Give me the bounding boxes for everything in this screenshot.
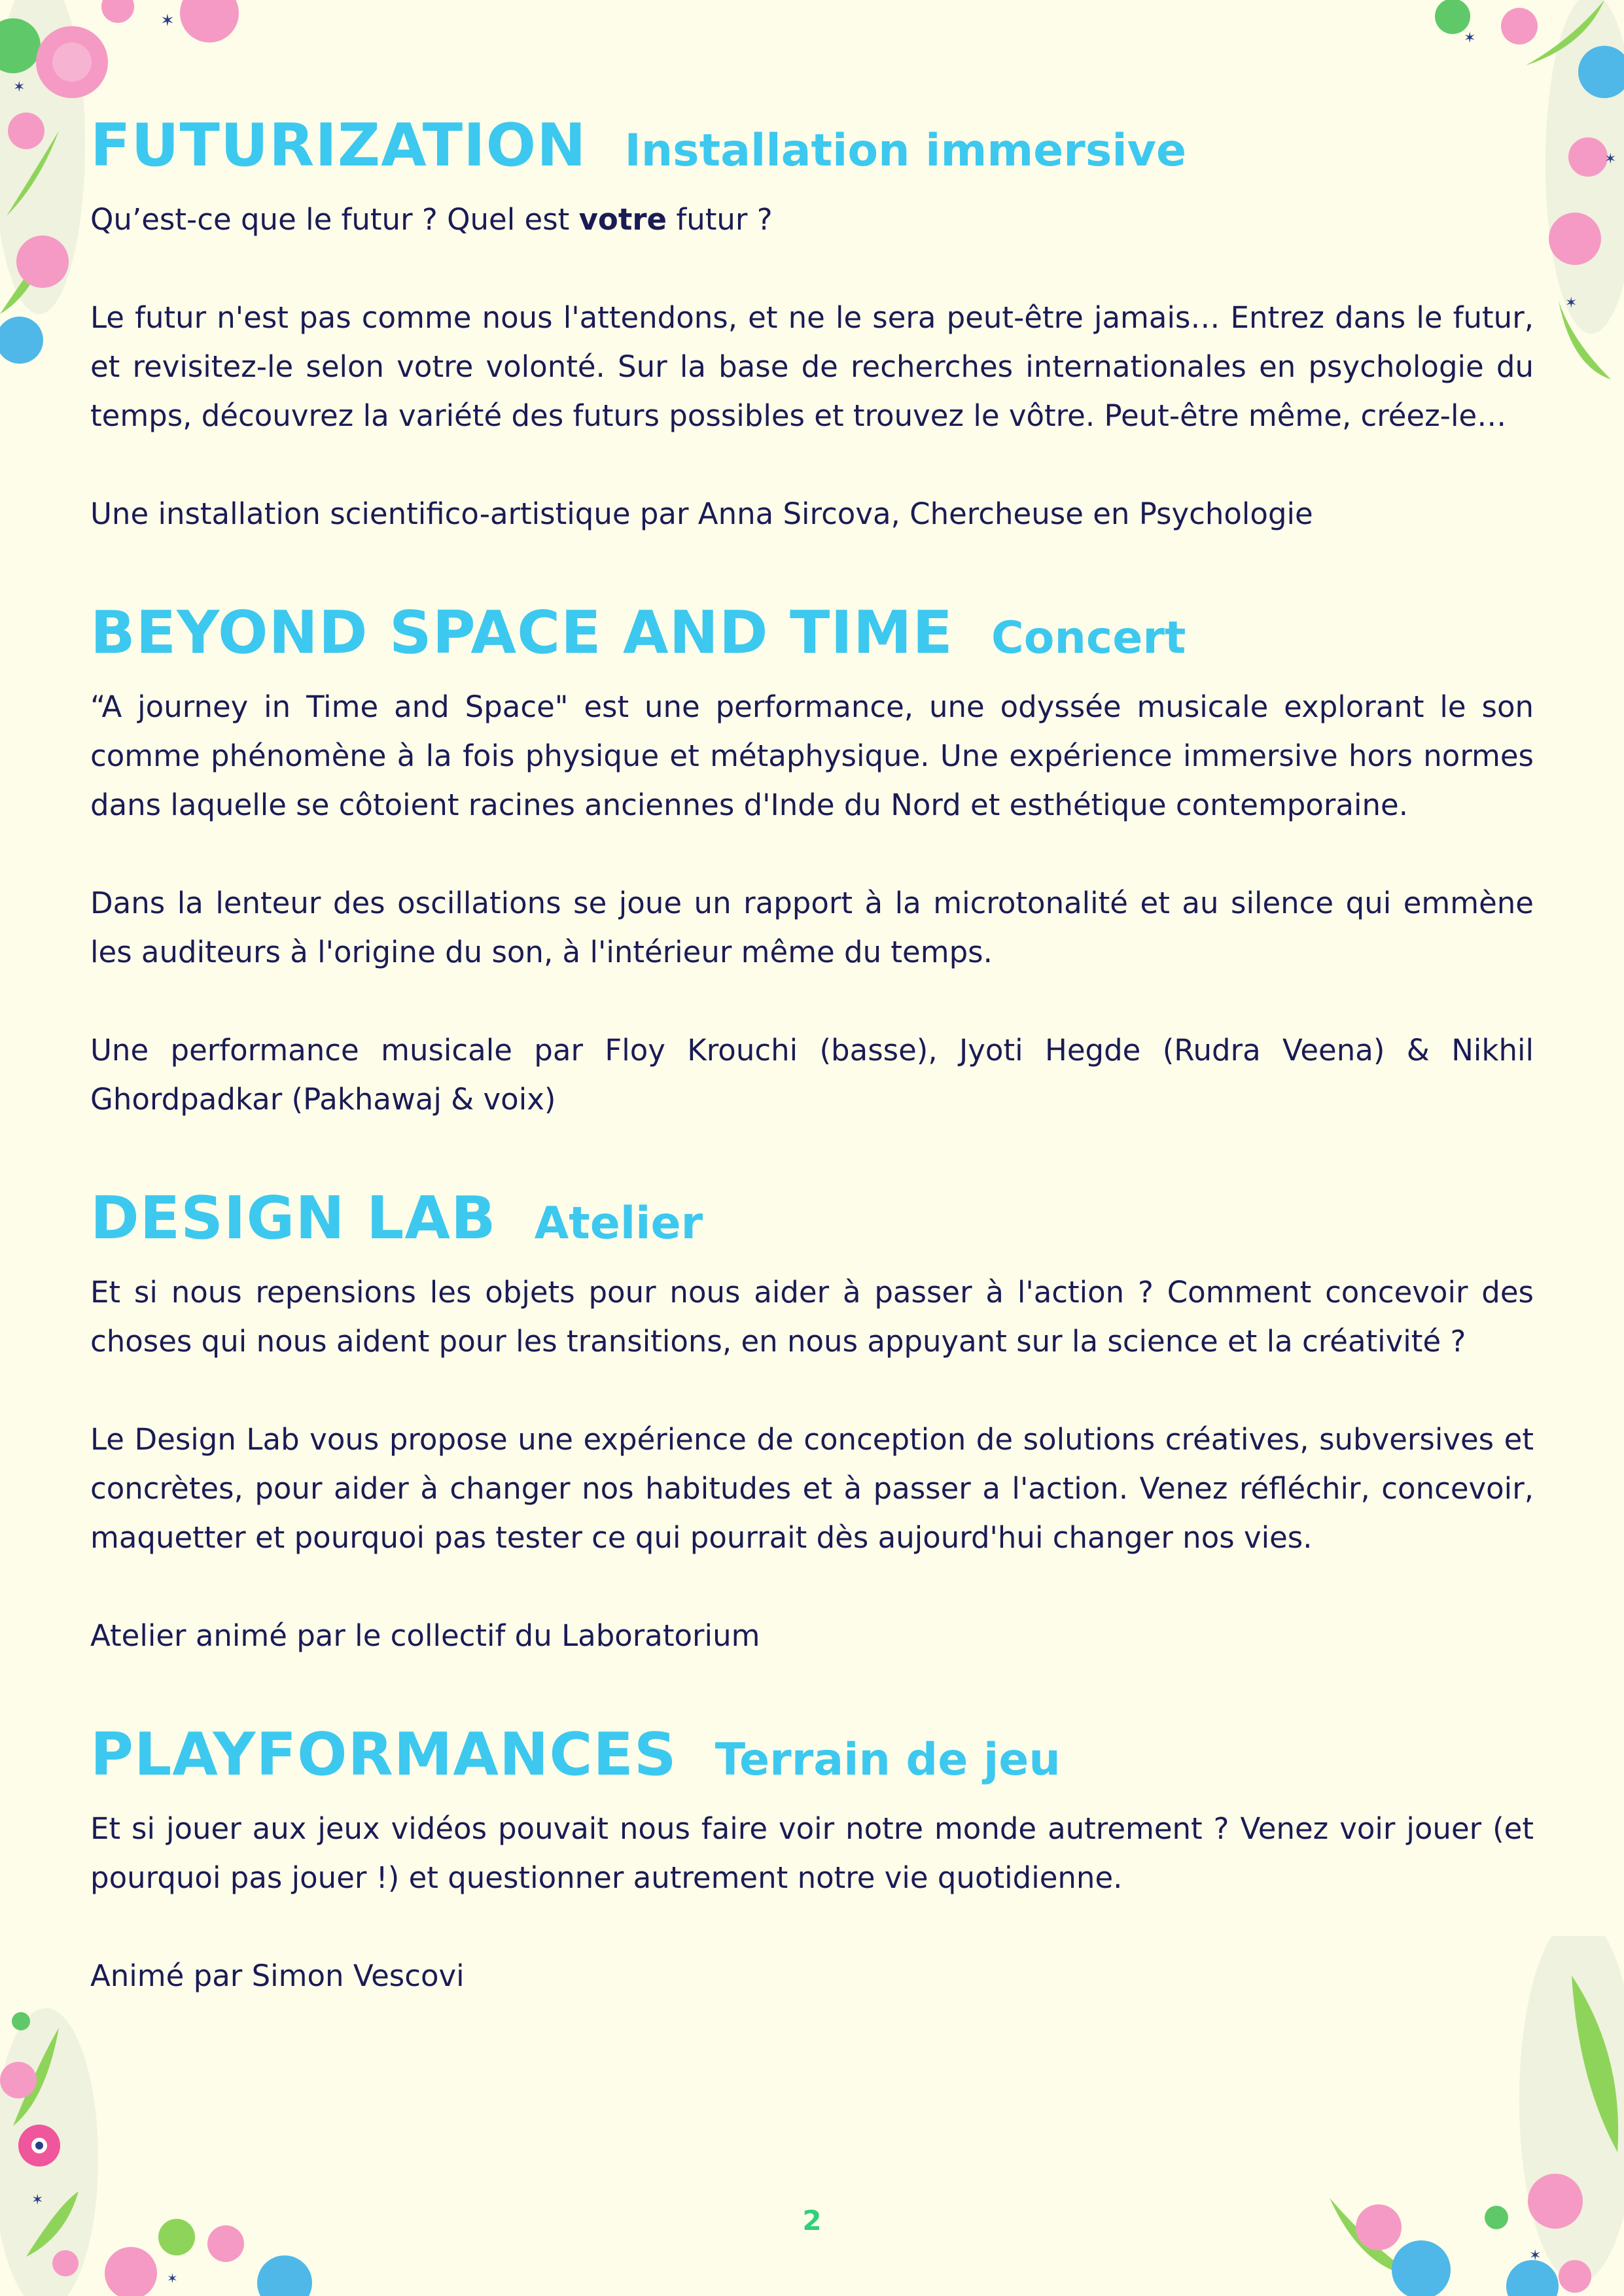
section-heading bbox=[90, 1720, 1534, 1799]
flower-icon bbox=[1549, 213, 1601, 265]
section-design-lab bbox=[90, 1184, 1534, 1660]
credit-paragraph: Animé par Simon Vescovi bbox=[90, 1958, 465, 1993]
bubble-icon bbox=[12, 2012, 30, 2030]
star-icon: ✶ bbox=[160, 11, 175, 31]
star-icon: ✶ bbox=[167, 2270, 178, 2286]
flower-icon bbox=[1501, 8, 1538, 44]
section-subtitle: Terrain de jeu bbox=[715, 1734, 1061, 1786]
section-futurization bbox=[90, 111, 1534, 538]
bubble-icon bbox=[1392, 2240, 1451, 2296]
intro-text-end: futur ? bbox=[667, 202, 773, 237]
body-paragraph: Et si nous repensions les objets pour nous aider à passer à l'action ? Comment concevoir des choses qui nous aident pour les transitions, en nous appuyant sur la science et la créativité ? bbox=[90, 1275, 1534, 1359]
star-icon: ✶ bbox=[31, 2192, 44, 2208]
flower-icon bbox=[52, 2250, 79, 2276]
section-heading bbox=[90, 1184, 1534, 1262]
body-paragraph: Le futur n'est pas comme nous l'attendons, et ne le sera peut-être jamais… Entrez dans le futur, et revisitez-le selon votre volonté. Sur la base de recherches internationales en psychologie du temps, découvrez la variété des futurs possibles et trouvez le vôtre. Peut-être même, créez-le… bbox=[90, 300, 1534, 433]
flower-icon bbox=[105, 2247, 157, 2296]
credit-paragraph: Une installation scientifico-artistique par Anna Sircova, Chercheuse en Psychologie bbox=[90, 496, 1313, 531]
intro-emphasis: votre bbox=[578, 202, 667, 237]
section-subtitle: Concert bbox=[991, 612, 1186, 664]
section-title: BEYOND SPACE AND TIME bbox=[90, 599, 953, 667]
body-paragraph: Et si jouer aux jeux vidéos pouvait nous faire voir notre monde autrement ? Venez voir jouer (et pourquoi pas jouer !) et questionner autrement notre vie quotidienne. bbox=[90, 1811, 1534, 1895]
star-icon: ✶ bbox=[1604, 151, 1617, 167]
intro-text: Qu’est-ce que le futur ? Quel est bbox=[90, 202, 579, 237]
section-heading bbox=[90, 111, 1534, 190]
page-number: 2 bbox=[802, 2204, 822, 2236]
flower-icon bbox=[1559, 2260, 1591, 2293]
intro-paragraph bbox=[90, 195, 1534, 244]
flower-icon bbox=[16, 235, 69, 288]
bubble-icon bbox=[101, 0, 134, 23]
body-paragraph: “A journey in Time and Space" est une performance, une odyssée musicale explorant le son comme phénomène à la fois physique et métaphysique. Une expérience immersive hors normes dans laquelle se côtoient racines anciennes d'Inde du Nord et esthétique contemporaine. bbox=[90, 689, 1534, 822]
flower-icon bbox=[0, 2062, 37, 2098]
star-icon: ✶ bbox=[1565, 295, 1578, 311]
bubble-icon bbox=[1506, 2260, 1559, 2296]
section-subtitle: Atelier bbox=[534, 1198, 703, 1249]
page-content bbox=[90, 111, 1534, 2061]
flower-icon bbox=[180, 0, 239, 43]
credit-paragraph: Atelier animé par le collectif du Laboratorium bbox=[90, 1618, 760, 1653]
body-paragraph: Dans la lenteur des oscillations se joue un rapport à la microtonalité et au silence qui emmène les auditeurs à l'origine du son, à l'intérieur même du temps. bbox=[90, 886, 1534, 969]
bubble-icon bbox=[1435, 0, 1470, 34]
star-icon: ✶ bbox=[1464, 30, 1476, 46]
eye-flower-icon bbox=[18, 2125, 60, 2166]
section-title: PLAYFORMANCES bbox=[90, 1720, 677, 1789]
flower-icon bbox=[1568, 137, 1608, 177]
section-title: DESIGN LAB bbox=[90, 1184, 497, 1253]
section-playformances bbox=[90, 1720, 1534, 2000]
star-icon: ✶ bbox=[1529, 2248, 1542, 2264]
bubble-icon bbox=[0, 317, 43, 364]
section-beyond-space-and-time bbox=[90, 599, 1534, 1124]
section-title: FUTURIZATION bbox=[90, 111, 587, 180]
credit-paragraph: Une performance musicale par Floy Krouchi (basse), Jyoti Hegde (Rudra Veena) & Nikhil Ghordpadkar (Pakhawaj & voix) bbox=[90, 1033, 1534, 1117]
section-heading bbox=[90, 599, 1534, 677]
body-paragraph: Le Design Lab vous propose une expérience de conception de solutions créatives, subversives et concrètes, pour aider à changer nos habitudes et à passer a l'action. Venez réfléchir, concevoir, maquetter et pourquoi pas tester ce qui pourrait dès aujourd'hui changer nos vies. bbox=[90, 1422, 1534, 1555]
bubble-icon bbox=[257, 2255, 312, 2296]
section-subtitle: Installation immersive bbox=[624, 125, 1187, 177]
flower-icon bbox=[36, 26, 108, 98]
star-icon: ✶ bbox=[13, 79, 26, 96]
flower-icon bbox=[8, 113, 44, 149]
